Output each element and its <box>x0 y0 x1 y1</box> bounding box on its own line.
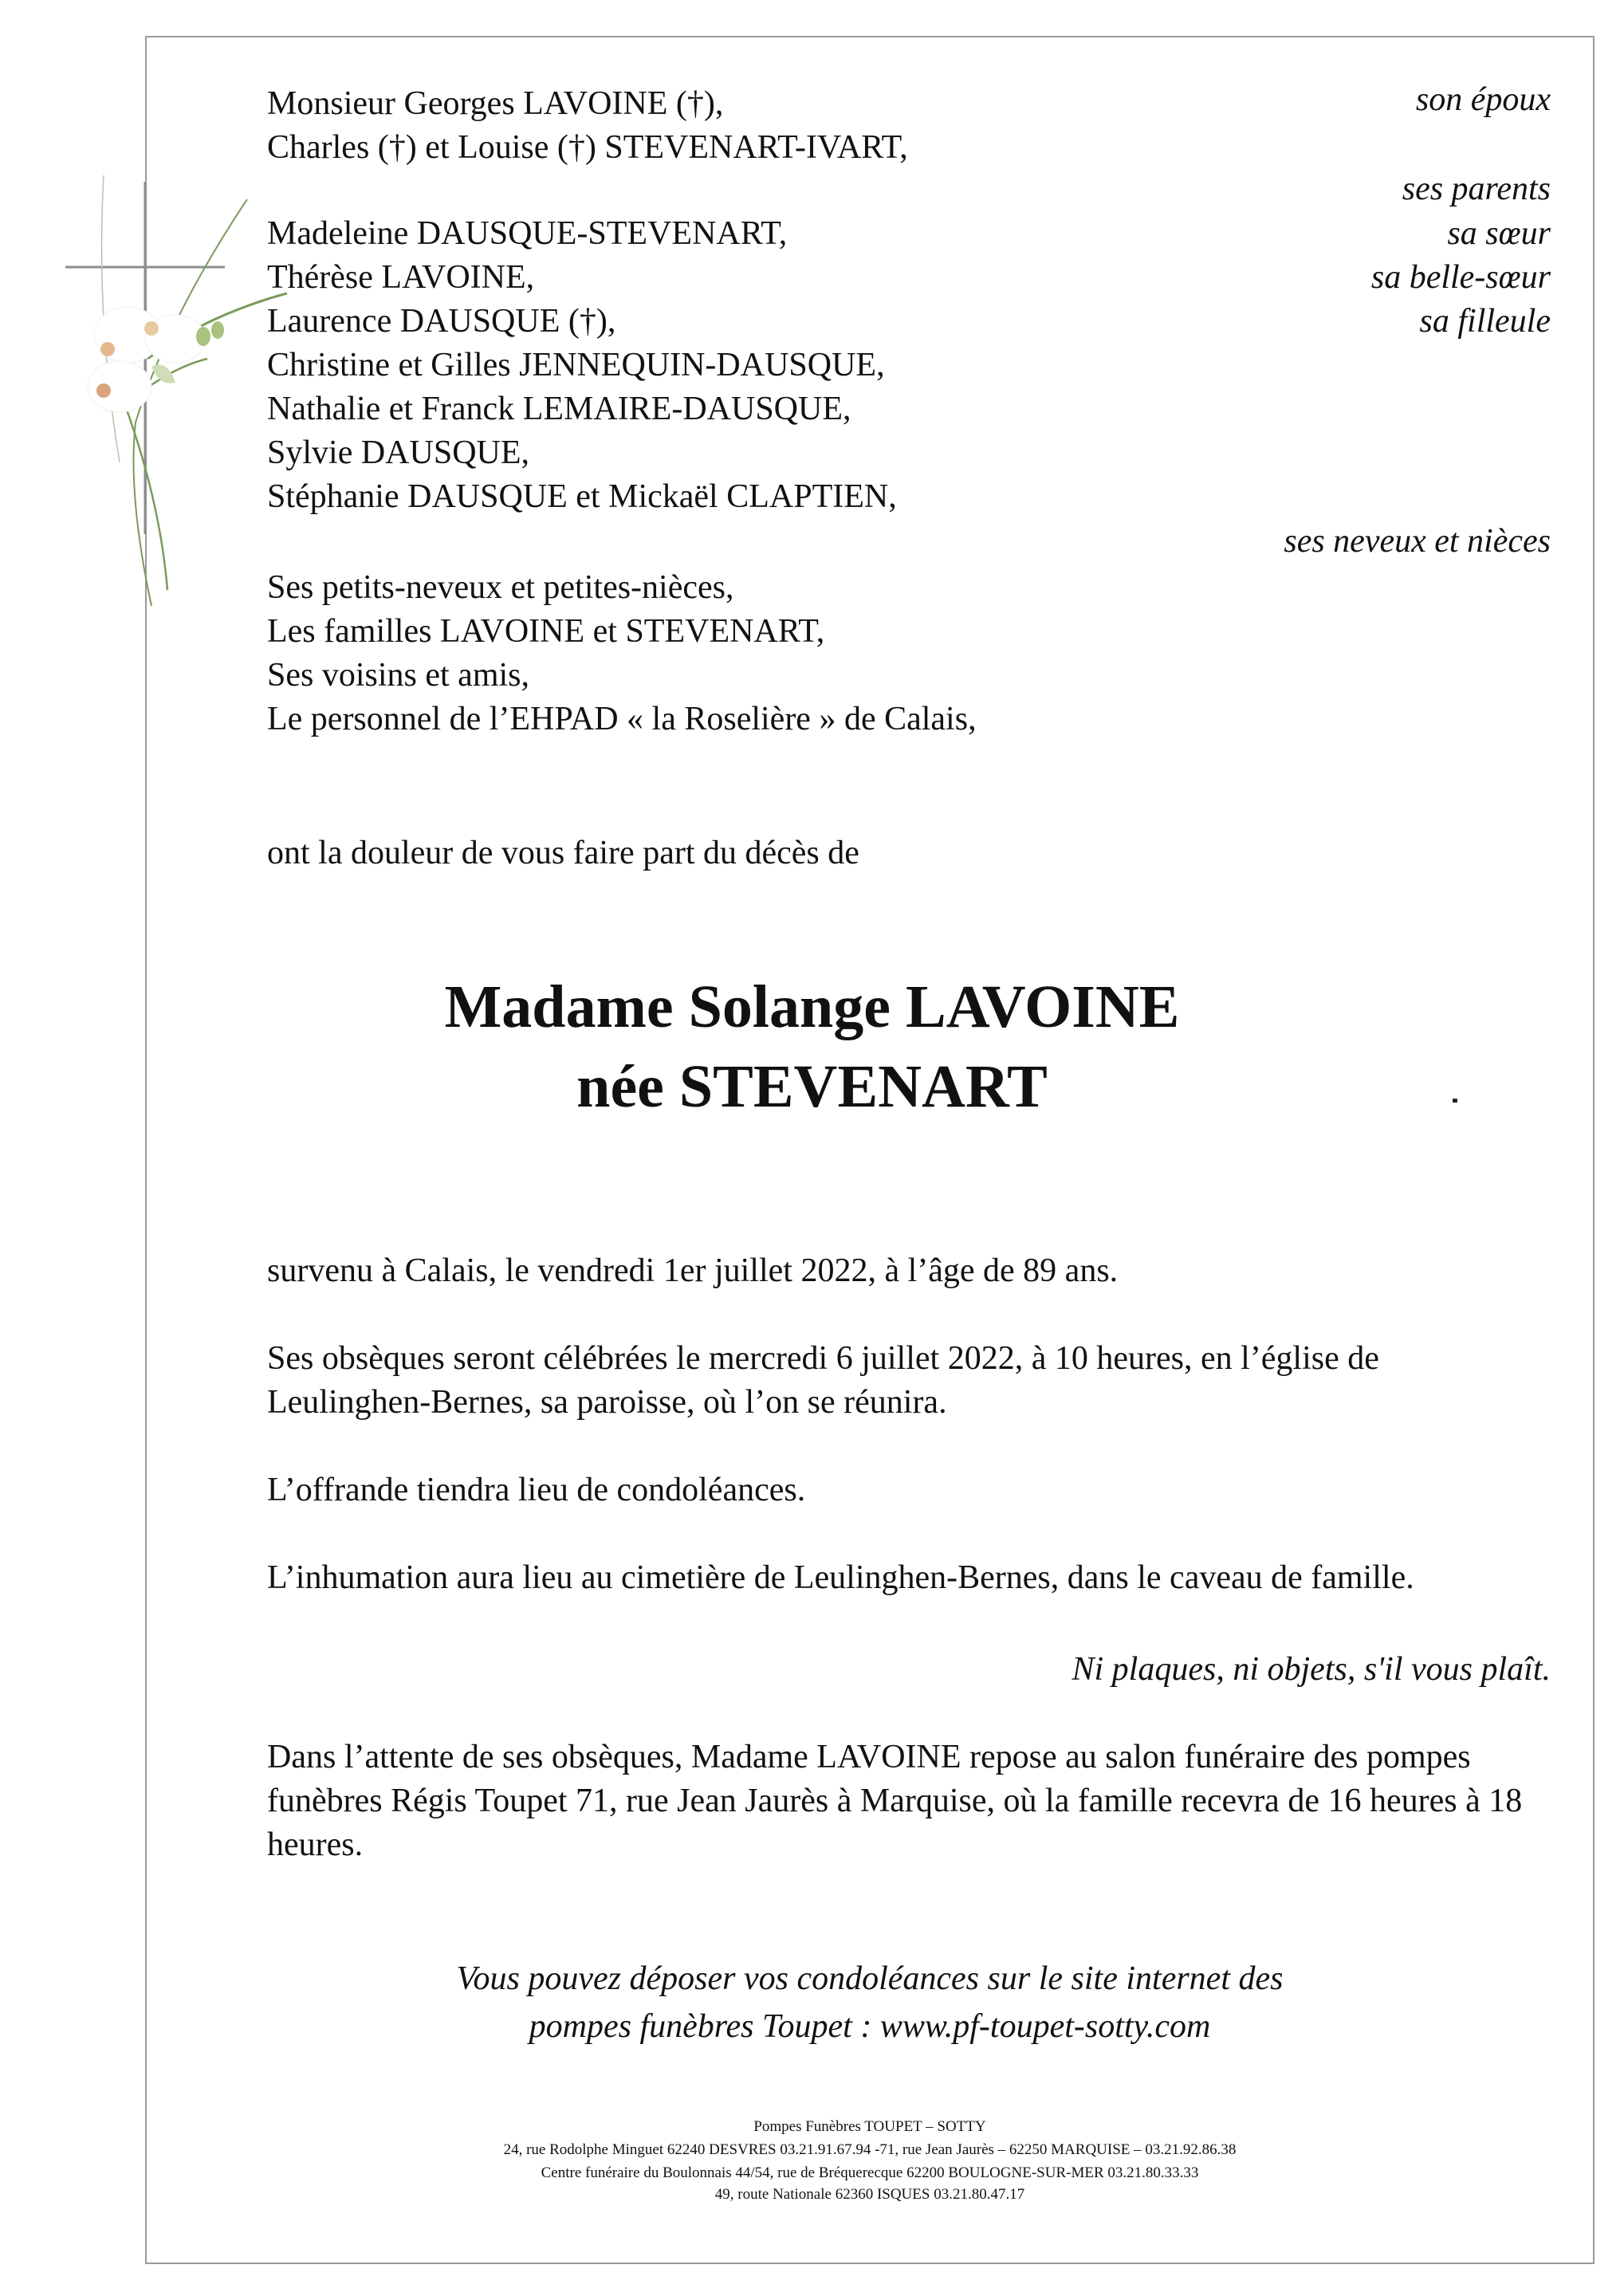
family-line: Christine et Gilles JENNEQUIN-DAUSQUE, <box>267 347 885 383</box>
family-line: Charles (†) et Louise (†) STEVENART-IVART, <box>267 129 908 166</box>
visitation-details: Dans l’attente de ses obsèques, Madame LAVOINE repose au salon funéraire des pompes funèbres Régis Toupet 71, rue Jean Jaurès à Marquise, où la famille recevra de 16 heures à 18 heures. <box>267 1739 1523 1863</box>
family-line: Stéphanie DAUSQUE et Mickaël CLAPTIEN, <box>267 478 897 515</box>
footer-address: 49, route Nationale 62360 ISQUES 03.21.80.47.17 <box>714 2186 1025 2203</box>
footer-company: Pompes Funèbres TOUPET – SOTTY <box>753 2118 986 2135</box>
death-details: survenu à Calais, le vendredi 1er juillet 2022, à l’âge de 89 ans. <box>267 1252 1119 1289</box>
offering-note: L’offrande tiendra lieu de condoléances. <box>267 1472 806 1508</box>
announcement-text: ont la douleur de vous faire part du décès de <box>267 835 859 871</box>
deceased-maiden-name: née STEVENART <box>576 1053 1048 1120</box>
relation-label: son époux <box>1415 81 1551 118</box>
family-line: Laurence DAUSQUE (†), <box>267 303 616 340</box>
relation-label: sa filleule <box>1419 303 1551 340</box>
cross-orchid-decoration-icon <box>48 159 287 622</box>
condolences-website[interactable]: pompes funèbres Toupet : www.pf-toupet-sotty.com <box>529 2008 1211 2045</box>
family-line: Madeleine DAUSQUE-STEVENART, <box>267 215 788 252</box>
burial-details: L’inhumation aura lieu au cimetière de Leulinghen-Bernes, dans le caveau de famille. <box>267 1559 1414 1596</box>
family-line: Les familles LAVOINE et STEVENART, <box>267 613 825 650</box>
family-line: Le personnel de l’EHPAD « la Roselière » de Calais, <box>267 701 977 737</box>
family-line: Thérèse LAVOINE, <box>267 259 535 296</box>
deceased-name: Madame Solange LAVOINE <box>444 973 1180 1040</box>
funeral-details: Ses obsèques seront célébrées le mercredi 6 juillet 2022, à 10 heures, en l’église de Leulinghen-Bernes, sa paroisse, où l’on se réunira. <box>267 1340 1379 1421</box>
no-plaques-note: Ni plaques, ni objets, s'il vous plaît. <box>1072 1651 1551 1688</box>
relation-label: sa belle-sœur <box>1370 259 1551 296</box>
relation-label: ses parents <box>1402 171 1551 207</box>
condolences-line: Vous pouvez déposer vos condoléances sur le site internet des <box>456 1960 1284 1997</box>
family-line: Sylvie DAUSQUE, <box>267 434 530 471</box>
family-line: Ses voisins et amis, <box>267 657 530 694</box>
family-line: Ses petits-neveux et petites-nièces, <box>267 569 734 606</box>
footer-address: 24, rue Rodolphe Minguet 62240 DESVRES 03.21.91.67.94 -71, rue Jean Jaurès – 62250 MARQUISE – 03.21.92.86.38 <box>503 2141 1237 2158</box>
family-line: Monsieur Georges LAVOINE (†), <box>267 85 724 122</box>
relation-label: sa sœur <box>1447 215 1551 252</box>
scan-speck <box>1453 1099 1457 1103</box>
family-line: Nathalie et Franck LEMAIRE-DAUSQUE, <box>267 391 851 427</box>
relation-label: ses neveux et nièces <box>1284 523 1551 560</box>
footer-address: Centre funéraire du Boulonnais 44/54, rue de Bréquerecque 62200 BOULOGNE-SUR-MER 03.21.80.33.33 <box>541 2164 1199 2181</box>
